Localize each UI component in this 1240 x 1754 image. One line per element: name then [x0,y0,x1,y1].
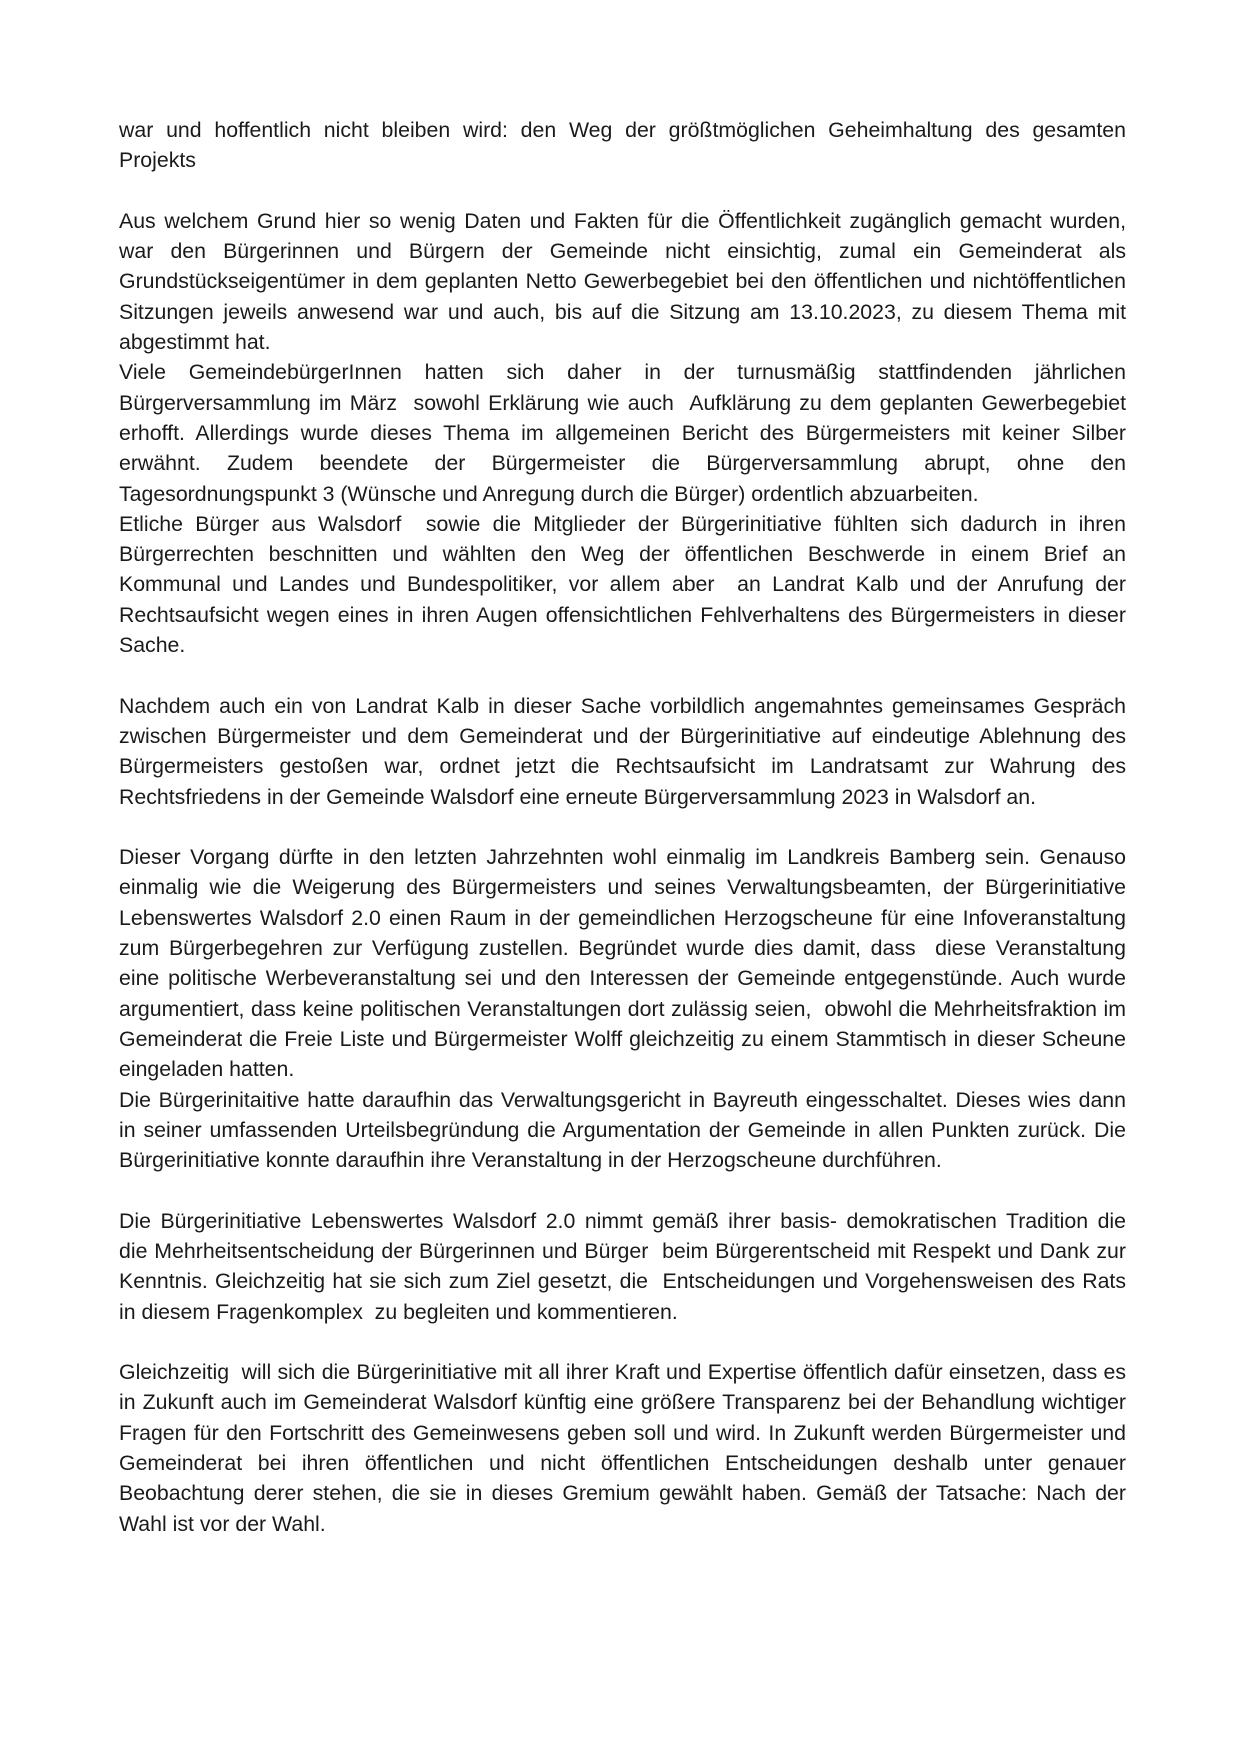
paragraph-missing-data: Aus welchem Grund hier so wenig Daten und Fakten für die Öffentlichkeit zugänglich gemacht wurden, war den Bürgerinnen und Bürgern der Gemeinde nicht einsichtig, zumal ein Gemeinderat als Grundstückseigentümer in dem geplanten Netto Gewerbegebiet bei den öffentlichen und nichtöffentlichen Sitzungen jeweils anwesend war und auch, bis auf die Sitzung am 13.10.2023, zu diesem Thema mit abgestimmt hat. [119,208,1138,355]
paragraph-secrecy-continuation: war und hoffentlich nicht bleiben wird: den Weg der größtmöglichen Geheimhaltung des gesamten Projekts [119,118,1132,173]
document-body [119,115,1138,1539]
paragraph-new-assembly: Nachdem auch ein von Landrat Kalb in dieser Sache vorbildlich angemahntes gemeinsames Gespräch zwischen Bürgermeister und dem Gemeinderat und der Bürgerinitiative auf eindeutige Ablehnung des Bürgermeisters gestoßen war, ordnet jetzt die Rechtsaufsicht im Landratsamt zur Wahrung des Rechtsfriedens in der Gemeinde Walsdorf eine erneute Bürgerversammlung 2023 in Walsdorf an. [119,693,1132,809]
paragraph-transparency: Gleichzeitig will sich die Bürgerinitiative mit all ihrer Kraft und Expertise öffentlich dafür einsetzen, dass es in Zukunft auch im Gemeinderat Walsdorf künftig eine größere Transparenz bei der Behandlung wichtiger Fragen für den Fortschritt des Gemeinwesens geben soll und wird. In Zukunft werden Bürgermeister und Gemeinderat bei ihren öffentlichen und nicht öffentlichen Entscheidungen deshalb unter genauer Beobachtung derer stehen, die sie in dieses Gremium gewählt haben. Gemäß der Tatsache: Nach der Wahl ist vor der Wahl. [119,1360,1132,1536]
paragraph-administrative-court: Die Bürgerinitaitive hatte daraufhin das Verwaltungsgericht in Bayreuth eingesschaltet. Dieses wies dann in seiner umfassenden Urteilsbegründung die Argumentation der Gemeinde in allen Punkten zurück. Die Bürgerinitiative konnte daraufhin ihre Veranstaltung in der Herzogscheune durchführen. [119,1087,1132,1173]
paragraph-referendum-respect: Die Bürgerinitiative Lebenswertes Walsdorf 2.0 nimmt gemäß ihrer basis- demokratischen Tradition die die Mehrheitsentscheidung der Bürgerinnen und Bürger beim Bürgerentscheid mit Respekt und Dank zur Kenntnis. Gleichzeitig hat sie sich zum Ziel gesetzt, die Entscheidungen und Vorgehensweisen des Rats in diesem Fragenkomplex zu begleiten und kommentieren. [119,1208,1138,1324]
paragraph-public-complaint: Etliche Bürger aus Walsdorf sowie die Mitglieder der Bürgerinitiative fühlten sich dadurch in ihren Bürgerrechten beschnitten und wählten den Weg der öffentlichen Beschwerde in einem Brief an Kommunal und Landes und Bundespolitiker, vor allem aber an Landrat Kalb und der Anrufung der Rechtsaufsicht wegen eines in ihren Augen offensichtlichen Fehlverhaltens des Bürgermeisters in dieser Sache. [119,511,1132,658]
paragraph-citizens-assembly: Viele GemeindebürgerInnen hatten sich daher in der turnusmäßig stattfindenden jährlichen Bürgerversammlung im März sowohl Erklärung wie auch Aufklärung zu dem geplanten Gewerbegebiet erhofft. Allerdings wurde dieses Thema im allgemeinen Bericht des Bürgermeisters mit keiner Silber erwähnt. Zudem beendete der Bürgermeister die Bürgerversammlung abrupt, ohne den Tagesordnungspunkt 3 (Wünsche und Anregung durch die Bürger) ordentlich abzuarbeiten. [119,360,1132,506]
paragraph-herzogscheune-refusal: Dieser Vorgang dürfte in den letzten Jahrzehnten wohl einmalig im Landkreis Bamberg sein. Genauso einmalig wie die Weigerung des Bürgermeisters und seines Verwaltungsbeamten, der Bürgerinitiative Lebenswertes Walsdorf 2.0 einen Raum in der gemeindlichen Herzogscheune für eine Infoveranstaltung zum Bürgerbegehren zur Verfügung zustellen. Begründet wurde dies damit, dass diese Veranstaltung eine politische Werbeveranstaltung sei und den Interessen der Gemeinde entgegenstünde. Auch wurde argumentiert, dass keine politischen Veranstaltungen dort zulässig seien, obwohl die Mehrheitsfraktion im Gemeinderat die Freie Liste und Bürgermeister Wolff gleichzeitig zu einem Stammtisch in dieser Scheune eingeladen hatten. [119,845,1132,1082]
